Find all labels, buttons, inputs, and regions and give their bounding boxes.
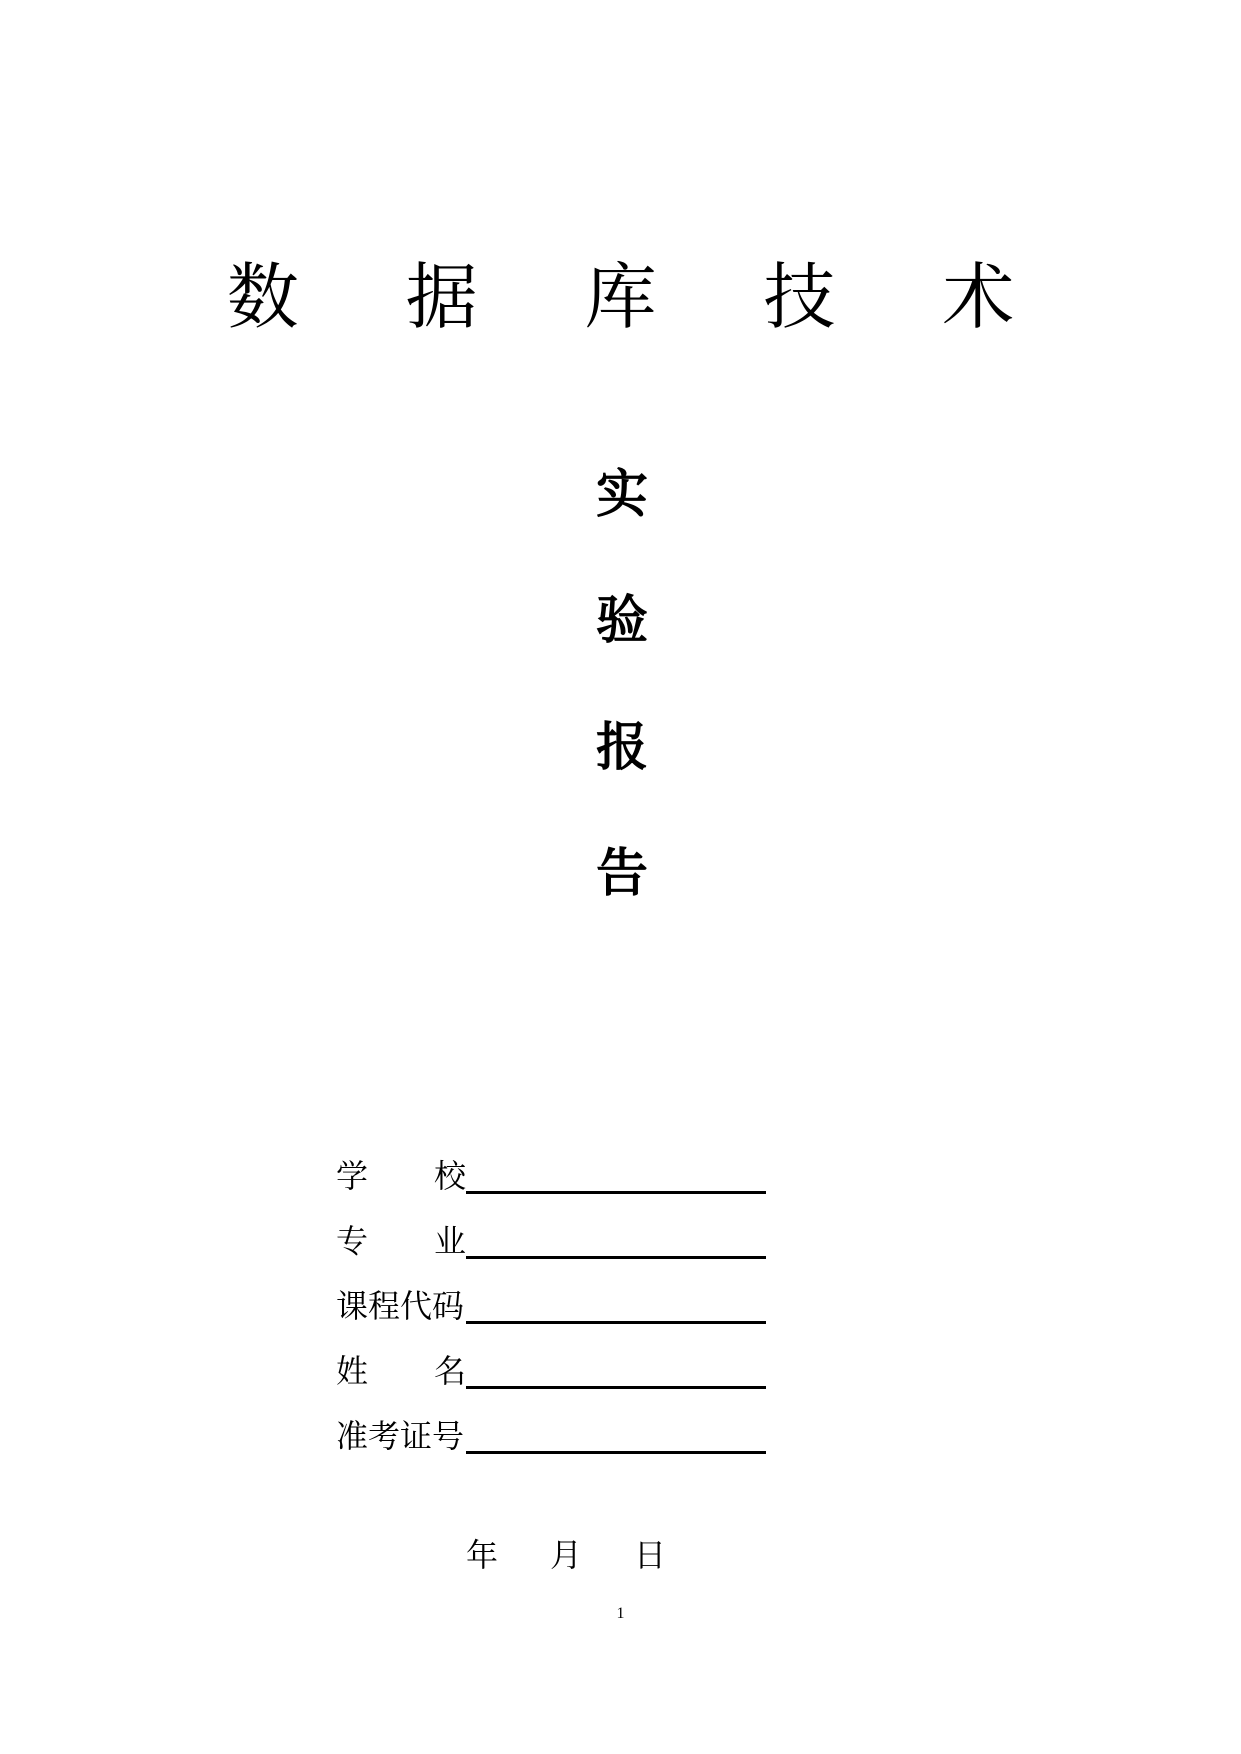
date-year: 年 [466,1536,499,1574]
field-school [336,1152,766,1196]
field-course-code [336,1282,766,1326]
field-exam-id-label [336,1416,466,1456]
field-course-code-label [336,1286,466,1326]
label-char: 业 [433,1222,466,1260]
date-month: 月 [550,1536,583,1574]
label-char: 学 [336,1157,369,1195]
label-text: 课程代码 [336,1287,465,1325]
field-name-label [336,1351,466,1391]
report-char-3: 报 [595,718,648,778]
field-exam-id-blank[interactable] [466,1451,766,1454]
report-char-2: 验 [595,591,648,651]
page-number: 1 [616,1605,625,1622]
field-exam-id [336,1412,766,1456]
document-title: 数 据 库 技 术 [226,255,1057,339]
date-line [466,1535,666,1575]
field-school-blank[interactable] [466,1191,766,1194]
field-major-label [336,1221,466,1261]
field-course-code-blank[interactable] [466,1321,766,1324]
label-char: 名 [433,1352,466,1390]
field-school-label [336,1156,466,1196]
label-text: 准考证号 [336,1417,465,1455]
label-char: 校 [433,1157,466,1195]
field-major [336,1217,766,1261]
field-major-blank[interactable] [466,1256,766,1259]
field-name-blank[interactable] [466,1386,766,1389]
label-char: 姓 [336,1352,369,1390]
report-char-4: 告 [595,844,648,904]
field-name [336,1347,766,1391]
label-char: 专 [336,1222,369,1260]
report-char-1: 实 [595,465,648,525]
date-day: 日 [634,1536,667,1574]
